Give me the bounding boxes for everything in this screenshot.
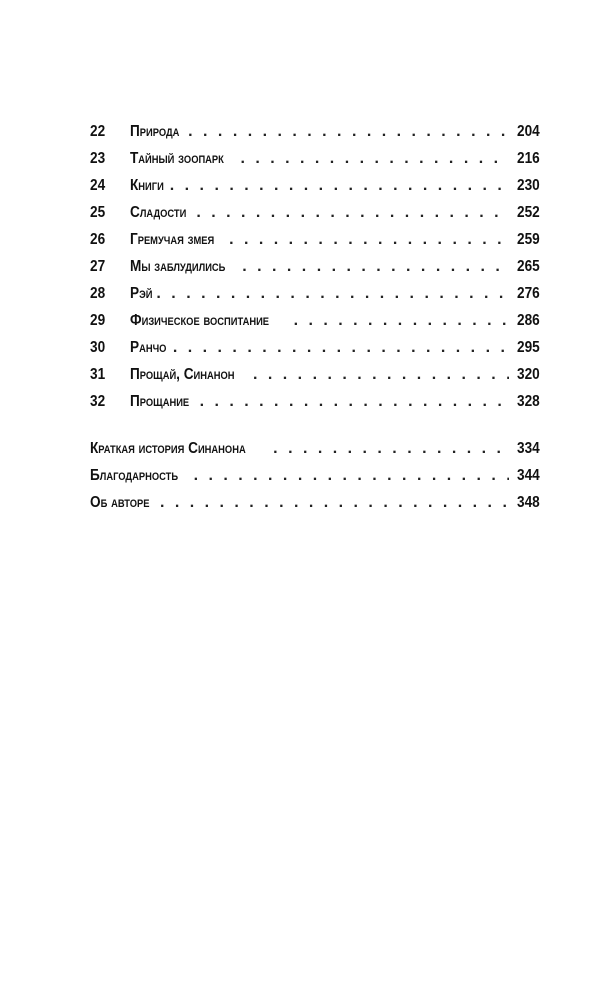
chapter-number: 31 [90, 366, 106, 383]
chapter-number: 23 [90, 150, 106, 167]
chapter-number: 26 [90, 231, 106, 248]
toc-row-chapter-32 [90, 388, 540, 415]
page-number: 216 [517, 150, 540, 167]
dot-leader [242, 253, 509, 280]
dot-leader [194, 462, 510, 489]
toc-row-chapter-22 [90, 118, 540, 145]
dot-leader [200, 388, 510, 415]
dot-leader [188, 118, 509, 145]
chapter-number: 27 [90, 258, 106, 275]
page-number: 334 [517, 440, 540, 457]
dot-leader [273, 435, 509, 462]
chapter-number: 24 [90, 177, 106, 194]
chapter-title: Книги [130, 177, 164, 194]
toc-row-chapter-31 [90, 361, 540, 388]
page-number: 348 [517, 494, 540, 511]
page-number: 230 [517, 177, 540, 194]
dot-leader [196, 199, 509, 226]
chapter-number: 25 [90, 204, 106, 221]
chapter-number: 29 [90, 312, 106, 329]
page-number: 259 [517, 231, 540, 248]
chapter-title: Мы заблудились [130, 258, 226, 275]
section-gap [90, 415, 540, 435]
page-number: 344 [517, 467, 540, 484]
chapter-title: Прощай, Синанон [130, 366, 235, 383]
page-number: 276 [517, 285, 540, 302]
toc-row-chapter-25 [90, 199, 540, 226]
toc-row-chapter-28 [90, 280, 540, 307]
chapter-title: Физическое воспитание [130, 312, 270, 329]
toc-row-chapter-29 [90, 307, 540, 334]
back-matter-title: Благодарность [90, 467, 179, 484]
page-number: 320 [517, 366, 540, 383]
chapter-title: Тайный зоопарк [130, 150, 224, 167]
toc-row-chapter-23 [90, 145, 540, 172]
chapter-title: Ранчо [130, 339, 167, 356]
toc-row-chapter-26 [90, 226, 540, 253]
page-number: 295 [517, 339, 540, 356]
chapter-number: 30 [90, 339, 106, 356]
dot-leader [160, 489, 509, 516]
dot-leader [173, 334, 509, 361]
page-number: 265 [517, 258, 540, 275]
table-of-contents [90, 118, 540, 516]
dot-leader [240, 145, 509, 172]
back-matter-title: Краткая история Синанона [90, 440, 246, 457]
toc-row-acknowledgements [90, 462, 540, 489]
page-number: 328 [517, 393, 540, 410]
dot-leader [229, 226, 509, 253]
dot-leader [294, 307, 510, 334]
page-number: 286 [517, 312, 540, 329]
chapter-number: 32 [90, 393, 106, 410]
chapter-number: 28 [90, 285, 106, 302]
dot-leader [170, 172, 510, 199]
dot-leader [253, 361, 509, 388]
chapter-number: 22 [90, 123, 106, 140]
toc-row-chapter-27 [90, 253, 540, 280]
back-matter-title: Об авторе [90, 494, 150, 511]
page-number: 252 [517, 204, 540, 221]
dot-leader [156, 280, 509, 307]
toc-row-history [90, 435, 540, 462]
chapter-title: Гремучая змея [130, 231, 215, 248]
toc-row-chapter-24 [90, 172, 540, 199]
chapter-title: Прощание [130, 393, 190, 410]
toc-row-chapter-30 [90, 334, 540, 361]
chapter-title: Сладости [130, 204, 187, 221]
toc-row-about-author [90, 489, 540, 516]
chapter-title: Рэй [130, 285, 153, 302]
page-number: 204 [517, 123, 540, 140]
chapter-title: Природа [130, 123, 180, 140]
